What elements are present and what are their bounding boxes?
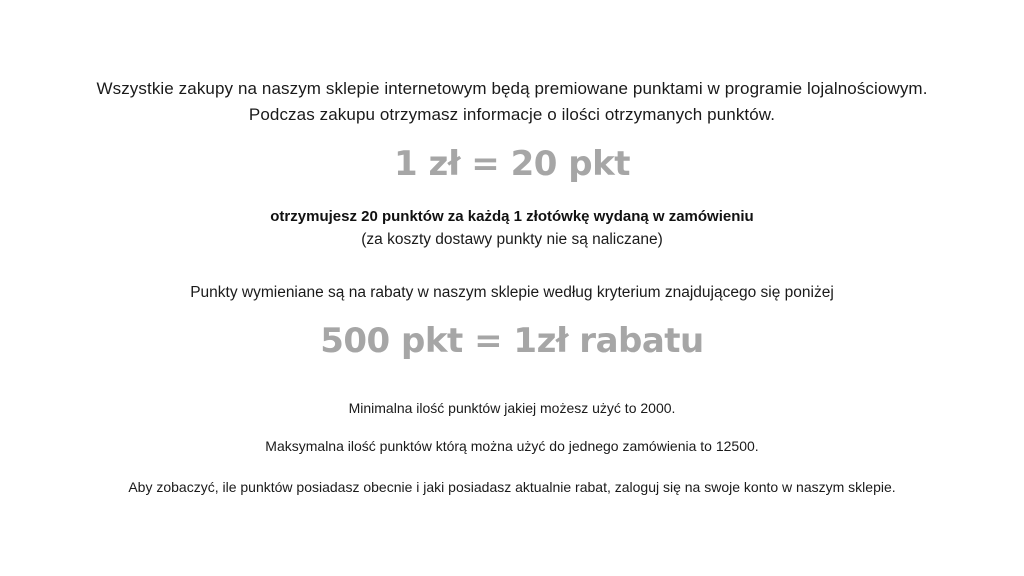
earn-rate-description: otrzymujesz 20 punktów za każdą 1 złotówkę wydaną w zamówieniu (270, 208, 754, 225)
earn-rate-headline: 1 zł = 20 pkt (394, 144, 630, 184)
maximum-points-rule: Maksymalna ilość punktów którą można użyć do jednego zamówienia to 12500. (265, 438, 759, 454)
redeem-rate-headline: 500 pkt = 1zł rabatu (320, 321, 704, 361)
intro-text-line-2: Podczas zakupu otrzymasz informacje o ilości otrzymanych punktów. (248, 105, 776, 124)
intro-text-line-1: Wszystkie zakupy na naszym sklepie internetowym będą premiowane punktami w programie lojalnościowym. (96, 79, 928, 98)
redeem-intro-text: Punkty wymieniane są na rabaty w naszym sklepie według kryterium znajdującego się poniżej (190, 284, 834, 301)
login-instruction: Aby zobaczyć, ile punktów posiadasz obecnie i jaki posiadasz aktualnie rabat, zaloguj się na swoje konto w naszym sklepie. (128, 479, 896, 495)
shipping-exclusion-note: (za koszty dostawy punkty nie są naliczane) (361, 231, 663, 248)
minimum-points-rule: Minimalna ilość punktów jakiej możesz użyć to 2000. (348, 400, 676, 416)
